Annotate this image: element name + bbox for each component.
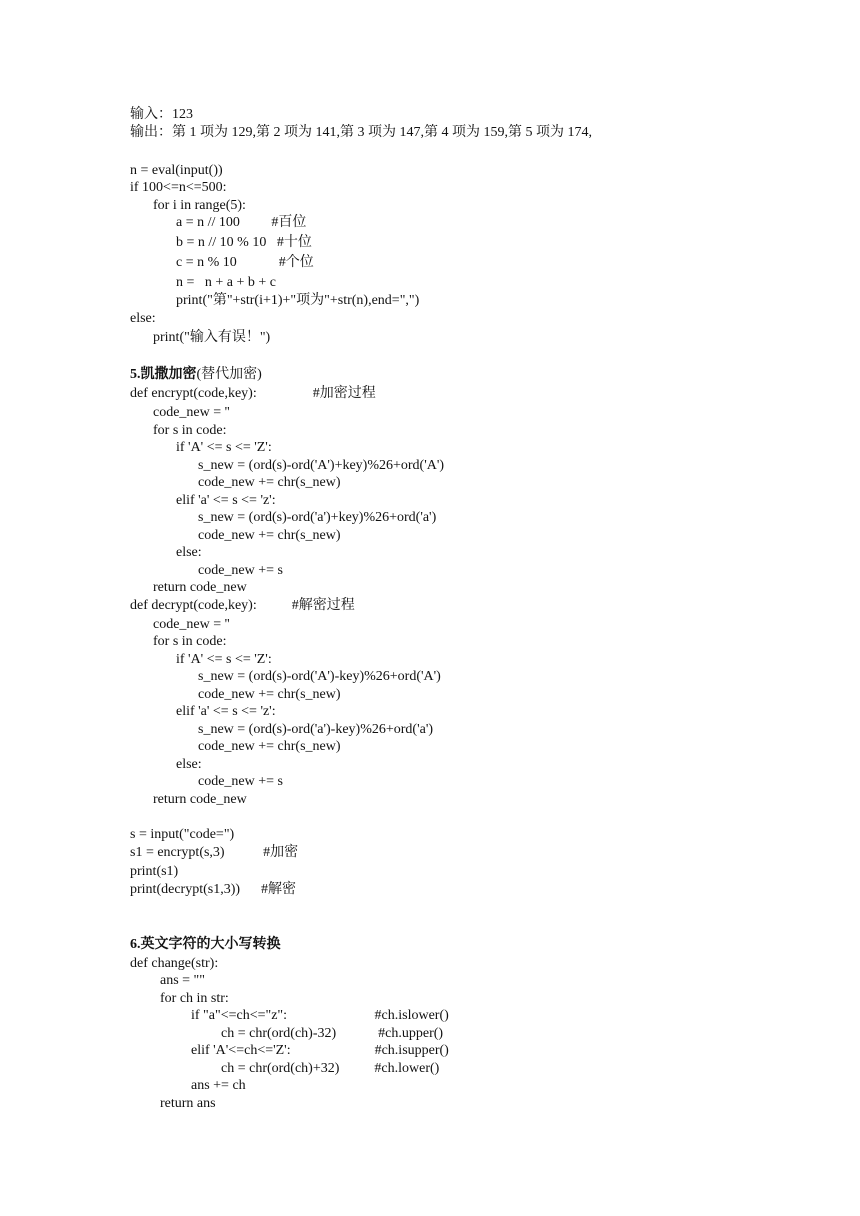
code-line: a = n // 100 #百位 [176,215,307,230]
code-line: code_new += chr(s_new) [198,528,341,543]
code-line: for s in code: [153,423,227,438]
code-line: if 'A' <= s <= 'Z': [176,440,272,455]
code-line: def change(str): [130,956,219,971]
code-line: ch = chr(ord(ch)+32) #ch.lower() [221,1061,440,1076]
code-line: for i in range(5): [153,198,246,213]
code-line: n = n + a + b + c [176,275,277,290]
code-line: s = input("code=") [130,827,235,842]
code-line: n = eval(input()) [130,163,223,178]
code-line: code_new = '' [153,617,230,632]
output-example: 输出：第 1 项为 129,第 2 项为 141,第 3 项为 147,第 4 项为 159,第 5 项为 174, [130,125,592,140]
code-line: else: [130,311,156,326]
code-line: code_new = '' [153,405,230,420]
code-line: s_new = (ord(s)-ord('A')-key)%26+ord('A') [198,669,441,684]
section-heading-caesar [130,366,262,383]
code-line: if 100<=n<=500: [130,180,227,195]
code-line: if "a"<=ch<="z": #ch.islower() [191,1008,449,1023]
code-line: code_new += s [198,563,283,578]
code-line: ans += ch [191,1078,246,1093]
code-line: else: [176,545,202,560]
code-line: s_new = (ord(s)-ord('a')-key)%26+ord('a') [198,722,434,737]
code-line: code_new += chr(s_new) [198,475,341,490]
input-example: 输入：123 [130,107,193,122]
code-line: return ans [160,1096,216,1111]
code-line: def decrypt(code,key): #解密过程 [130,598,355,613]
code-line: elif 'A'<=ch<='Z': #ch.isupper() [191,1043,449,1058]
code-line: s1 = encrypt(s,3) #加密 [130,845,299,860]
code-line: code_new += chr(s_new) [198,739,341,754]
code-line: for s in code: [153,634,227,649]
code-line: return code_new [153,792,247,807]
code-line: s_new = (ord(s)-ord('a')+key)%26+ord('a') [198,510,437,525]
code-line: return code_new [153,580,247,595]
code-line: print("第"+str(i+1)+"项为"+str(n),end=",") [176,293,420,308]
code-line: if 'A' <= s <= 'Z': [176,652,272,667]
section-heading-caesar-subtitle: (替代加密) [196,367,262,382]
code-line: elif 'a' <= s <= 'z': [176,493,276,508]
section-heading-case-conversion: 6.英文字符的大小写转换 [130,937,281,952]
code-line: ans = "" [160,973,205,988]
section-heading-caesar-title: 5.凯撒加密 [130,367,197,382]
code-line: else: [176,757,202,772]
code-line: ch = chr(ord(ch)-32) #ch.upper() [221,1026,444,1041]
code-line: print("输入有误！") [153,330,271,345]
code-line: c = n % 10 #个位 [176,255,314,270]
code-line: def encrypt(code,key): #加密过程 [130,386,376,401]
code-line: elif 'a' <= s <= 'z': [176,704,276,719]
code-line: b = n // 10 % 10 #十位 [176,235,312,250]
code-line: s_new = (ord(s)-ord('A')+key)%26+ord('A') [198,458,445,473]
code-line: print(s1) [130,864,179,879]
code-line: print(decrypt(s1,3)) #解密 [130,882,297,897]
code-line: for ch in str: [160,991,229,1006]
code-line: code_new += chr(s_new) [198,687,341,702]
code-line: code_new += s [198,774,283,789]
